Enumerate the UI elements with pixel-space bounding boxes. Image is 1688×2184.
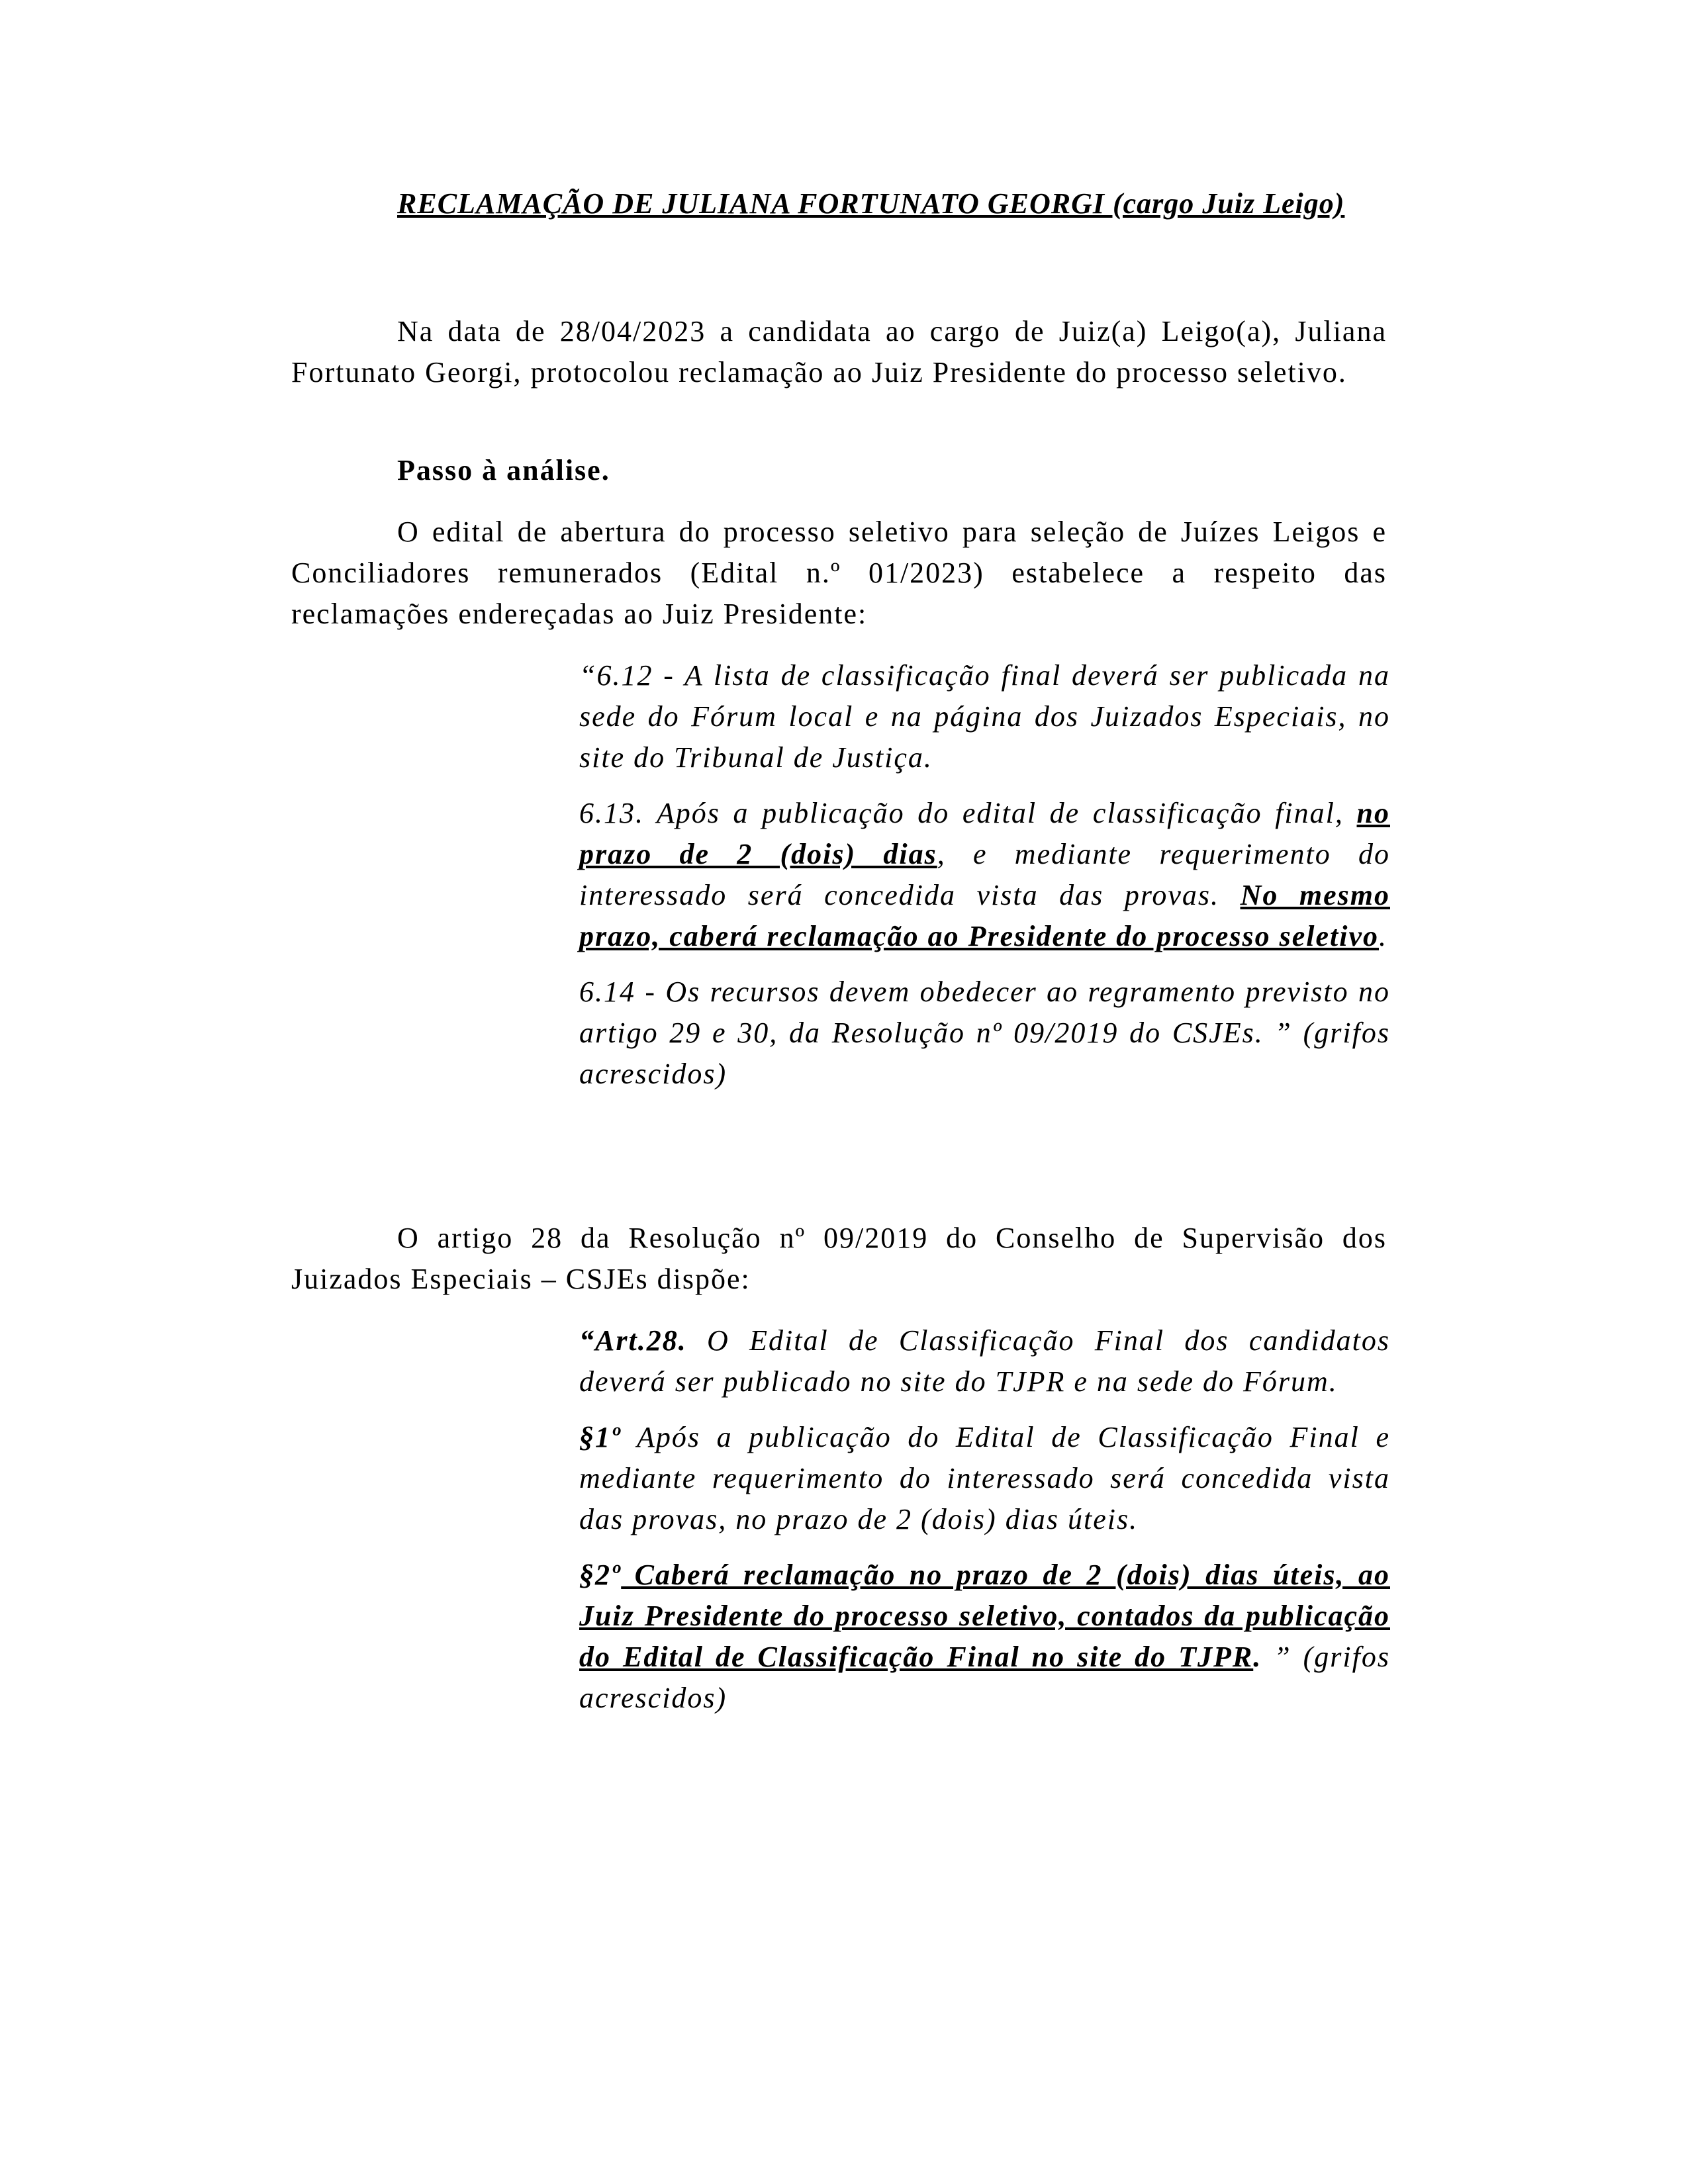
- quote-item-6-13-text-c: .: [1379, 920, 1388, 952]
- paragraph-resolution: O artigo 28 da Resolução nº 09/2019 do Conselho de Supervisão dos Juizados Especiais – CSJEs dispõe:: [291, 1222, 1387, 1295]
- quote-item-6-14: [579, 972, 1390, 1095]
- quote-paragraph-2-emphasis-note: ” (grifos acrescidos): [579, 1641, 1390, 1714]
- quote-paragraph-2-end: .: [1253, 1641, 1262, 1673]
- quote-item-6-13-text-b: , e mediante requerimento do interessado será concedida vista das provas.: [579, 838, 1390, 911]
- quote-item-6-13-highlight-deadline: no prazo de 2 (dois) dias: [579, 797, 1390, 870]
- quote-paragraph-2-highlight: Caberá reclamação no prazo de 2 (dois) dias úteis, ao Juiz Presidente do processo seletivo, contados da publicação do Edital de Classificação Final no site do TJPR: [579, 1559, 1390, 1673]
- quote-paragraph-1-text: Após a publicação do Edital de Classificação Final e mediante requerimento do interessado será concedida vista das provas, no prazo de 2 (dois) dias úteis.: [579, 1421, 1390, 1535]
- edital-quote: [579, 655, 1390, 1095]
- quote-item-6-12: “6.12 - A lista de classificação final deverá ser publicada na sede do Fórum local e na página dos Juizados Especiais, no site do Tribunal de Justiça.: [579, 659, 1390, 774]
- resolution-quote: [579, 1320, 1390, 1719]
- paragraph-complaint-date: Na data de 28/04/2023 a candidata ao cargo de Juiz(a) Leigo(a), Juliana Fortunato Georgi, protocolou reclamação ao Juiz Presidente do processo seletivo.: [291, 315, 1387, 388]
- quote-paragraph-1: [579, 1417, 1390, 1540]
- quote-item-6-13: [579, 793, 1390, 957]
- edital-intro-section: [291, 512, 1387, 635]
- document-title: RECLAMAÇÃO DE JULIANA FORTUNATO GEORGI (cargo Juiz Leigo): [397, 187, 1345, 220]
- quote-item-6-14-text: 6.14 - Os recursos devem obedecer ao regramento previsto no artigo 29 e 30, da Resolução nº 09/2019 do CSJEs.: [579, 976, 1390, 1049]
- quote-item-6-13-highlight-complaint: No mesmo prazo, caberá reclamação ao Presidente do processo seletivo: [579, 879, 1390, 952]
- quote-art-28-prefix: “Art.28.: [579, 1324, 687, 1357]
- analysis-heading: Passo à análise.: [397, 454, 610, 486]
- intro-section: [291, 311, 1387, 393]
- resolution-intro-section: [291, 1218, 1387, 1300]
- analysis-heading-section: [291, 450, 1387, 491]
- quote-paragraph-2: [579, 1555, 1390, 1719]
- quote-paragraph-2-prefix: §2º: [579, 1559, 622, 1591]
- quote-art-28-text: O Edital de Classificação Final dos candidatos deverá ser publicado no site do TJPR e na sede do Fórum.: [579, 1324, 1390, 1398]
- paragraph-edital: O edital de abertura do processo seletivo para seleção de Juízes Leigos e Conciliadores remunerados (Edital n.º 01/2023) estabelece a respeito das reclamações endereçadas ao Juiz Presidente:: [291, 516, 1387, 630]
- quote-item-6-13-text-a: 6.13. Após a publicação do edital de classificação final,: [579, 797, 1357, 829]
- quote-art-28: [579, 1320, 1390, 1402]
- quote-paragraph-1-prefix: §1º: [579, 1421, 622, 1453]
- quote-item-6-14-emphasis-note: ” (grifos acrescidos): [579, 1017, 1390, 1090]
